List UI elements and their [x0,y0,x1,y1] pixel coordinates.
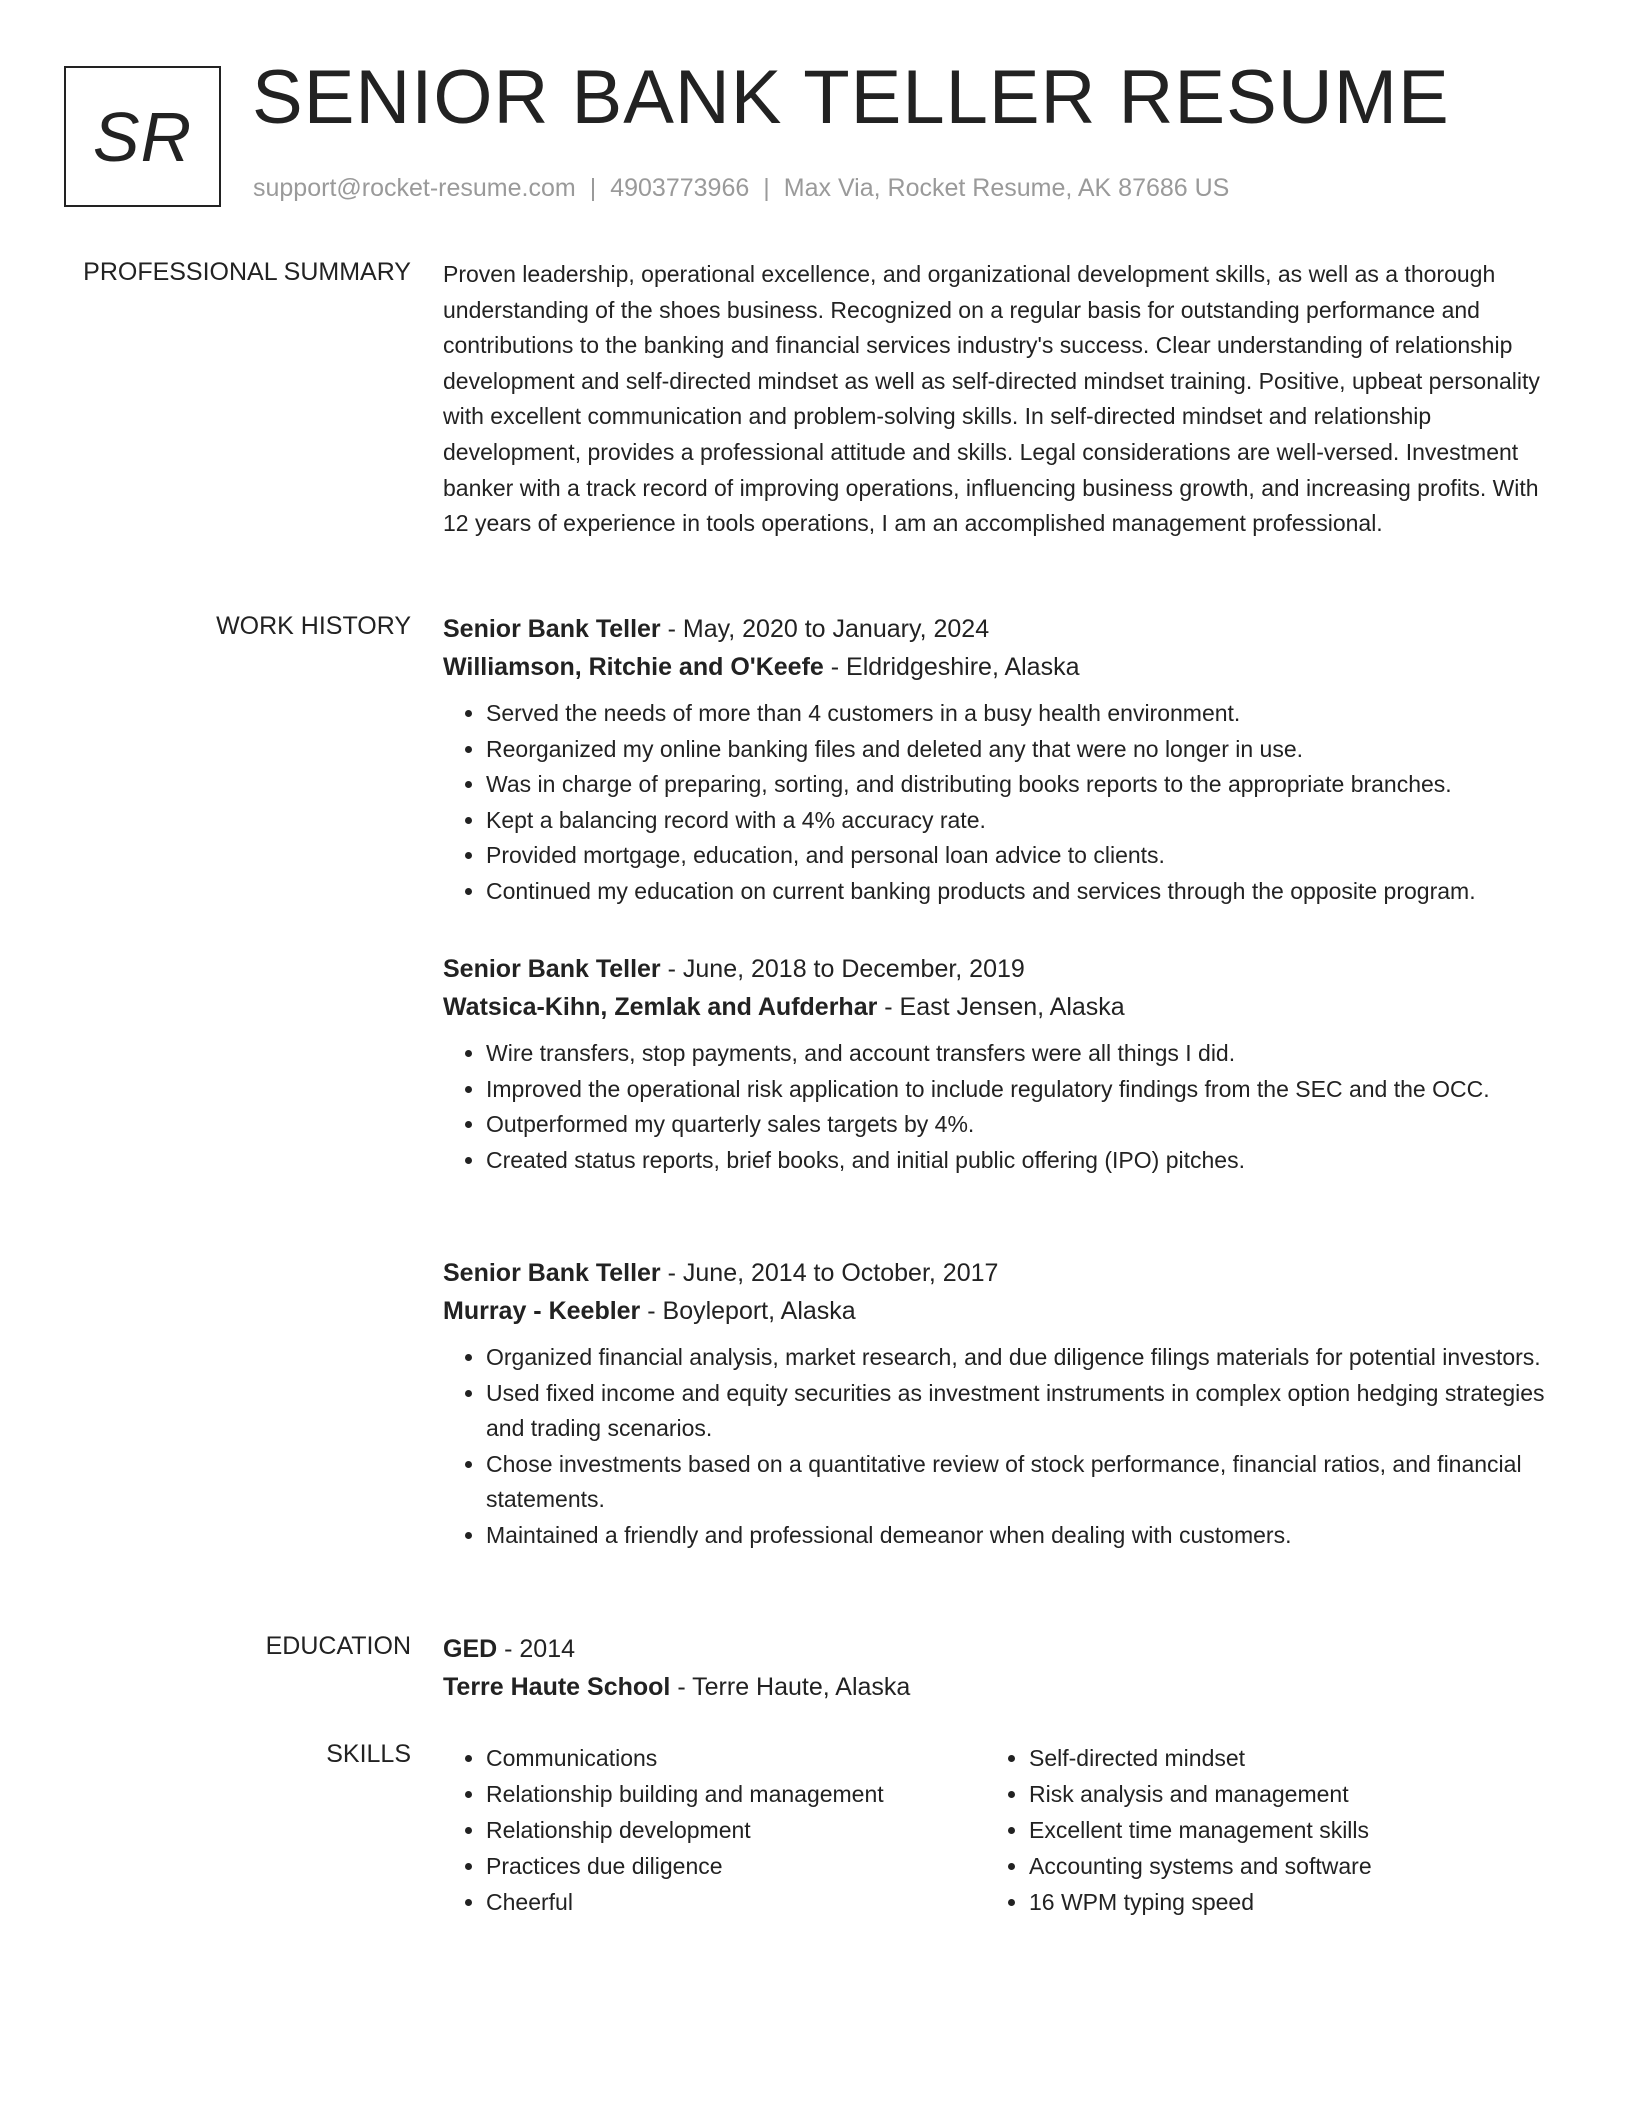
page-title: SENIOR BANK TELLER RESUME [252,55,1450,140]
job-bullet: • Used fixed income and equity securities as investment instruments in complex option hedging strategies and trading scenarios. [486,1376,1553,1447]
education-school: Terre Haute School [443,1673,671,1701]
job-bullet: • Reorganized my online banking files and deleted any that were no longer in use. [486,732,1553,768]
skill-item: • Communications [486,1740,986,1776]
education-school-line [443,1668,1553,1706]
job-bullet: • Improved the operational risk application to include regulatory findings from the SEC and the OCC. [486,1072,1553,1108]
summary-section [443,257,1553,542]
job-title: Senior Bank Teller [443,955,661,983]
contact-separator: | [589,174,597,202]
summary-section-label: PROFESSIONAL SUMMARY [83,258,411,286]
job-dates: - May, 2020 to January, 2024 [660,615,990,643]
job-entry [443,1254,1553,1554]
job-bullets [443,1036,1553,1178]
job-title: Senior Bank Teller [443,615,661,643]
job-company: Watsica-Kihn, Zemlak and Aufderhar [443,993,878,1021]
contact-phone: 4903773966 [610,174,750,202]
work-history-section [443,610,1553,910]
job-title: Senior Bank Teller [443,1259,661,1287]
skill-item: • Self-directed mindset [1029,1740,1529,1776]
job-bullet: • Was in charge of preparing, sorting, and distributing books reports to the appropriate branches. [486,767,1553,803]
skill-item: • Accounting systems and software [1029,1848,1529,1884]
job-title-line [443,950,1553,988]
job-bullet: • Provided mortgage, education, and personal loan advice to clients. [486,838,1553,874]
monogram-logo: SR [64,66,221,207]
job-bullet: • Served the needs of more than 4 customers in a busy health environment. [486,696,1553,732]
job-bullets [443,1340,1553,1554]
work-history-section [443,950,1553,1178]
contact-line [253,174,1229,203]
job-bullet: • Outperformed my quarterly sales targets by 4%. [486,1107,1553,1143]
skills-list-right [986,1740,1529,1920]
skills-grid [443,1740,1553,1920]
education-degree-line [443,1630,1553,1668]
job-dates: - June, 2014 to October, 2017 [660,1259,999,1287]
contact-address: Max Via, Rocket Resume, AK 87686 US [783,174,1230,202]
skill-item: • 16 WPM typing speed [1029,1884,1529,1920]
job-bullets [443,696,1553,910]
education-degree: GED [443,1635,498,1663]
contact-separator: | [763,174,770,202]
education-year: - 2014 [497,1635,576,1663]
job-bullet: • Created status reports, brief books, and initial public offering (IPO) pitches. [486,1143,1553,1179]
skill-item: • Relationship building and management [486,1776,986,1812]
job-entry [443,610,1553,910]
work-history-section-label: WORK HISTORY [216,612,411,640]
job-location: - Eldridgeshire, Alaska [823,653,1080,681]
job-company-line [443,988,1553,1026]
education-section [443,1630,1553,1706]
education-section-label: EDUCATION [265,1632,411,1660]
job-title-line [443,1254,1553,1292]
skill-item: • Excellent time management skills [1029,1812,1529,1848]
job-dates: - June, 2018 to December, 2019 [660,955,1025,983]
job-location: - Boyleport, Alaska [640,1297,856,1325]
job-company-line [443,1292,1553,1330]
skill-item: • Risk analysis and management [1029,1776,1529,1812]
job-bullet: • Organized financial analysis, market research, and due diligence filings materials for potential investors. [486,1340,1553,1376]
summary-text: Proven leadership, operational excellence, and organizational development skills, as well as a thorough understanding of the shoes business. Recognized on a regular basis for outstanding performance and contributions to the banking and financial services industry's success. Clear understanding of relationship development and self-directed mindset as well as self-directed mindset training. Positive, upbeat personality with excellent communication and problem-solving skills. In self-directed mindset and relationship development, provides a professional attitude and skills. Legal considerations are well-versed. Investment banker with a track record of improving operations, influencing business growth, and increasing profits. With 12 years of experience in tools operations, I am an accomplished management professional. [443,261,1540,537]
job-bullet: • Chose investments based on a quantitative review of stock performance, financial ratios, and financial statements. [486,1447,1553,1518]
skills-list-left [443,1740,986,1920]
job-entry [443,950,1553,1178]
job-company-line [443,648,1553,686]
job-bullet: • Continued my education on current banking products and services through the opposite program. [486,874,1553,910]
skills-section-label: SKILLS [326,1740,411,1768]
skill-item: • Cheerful [486,1884,986,1920]
job-bullet: • Maintained a friendly and professional demeanor when dealing with customers. [486,1518,1553,1554]
education-location: - Terre Haute, Alaska [670,1673,911,1701]
skill-item: • Practices due diligence [486,1848,986,1884]
contact-email: support@rocket-resume.com [253,174,576,202]
job-bullet: • Wire transfers, stop payments, and account transfers were all things I did. [486,1036,1553,1072]
skill-item: • Relationship development [486,1812,986,1848]
skills-section [443,1740,1553,1920]
job-company: Williamson, Ritchie and O'Keefe [443,653,824,681]
job-bullet: • Kept a balancing record with a 4% accuracy rate. [486,803,1553,839]
work-history-section [443,1254,1553,1554]
job-company: Murray - Keebler [443,1297,641,1325]
job-location: - East Jensen, Alaska [877,993,1125,1021]
job-title-line [443,610,1553,648]
